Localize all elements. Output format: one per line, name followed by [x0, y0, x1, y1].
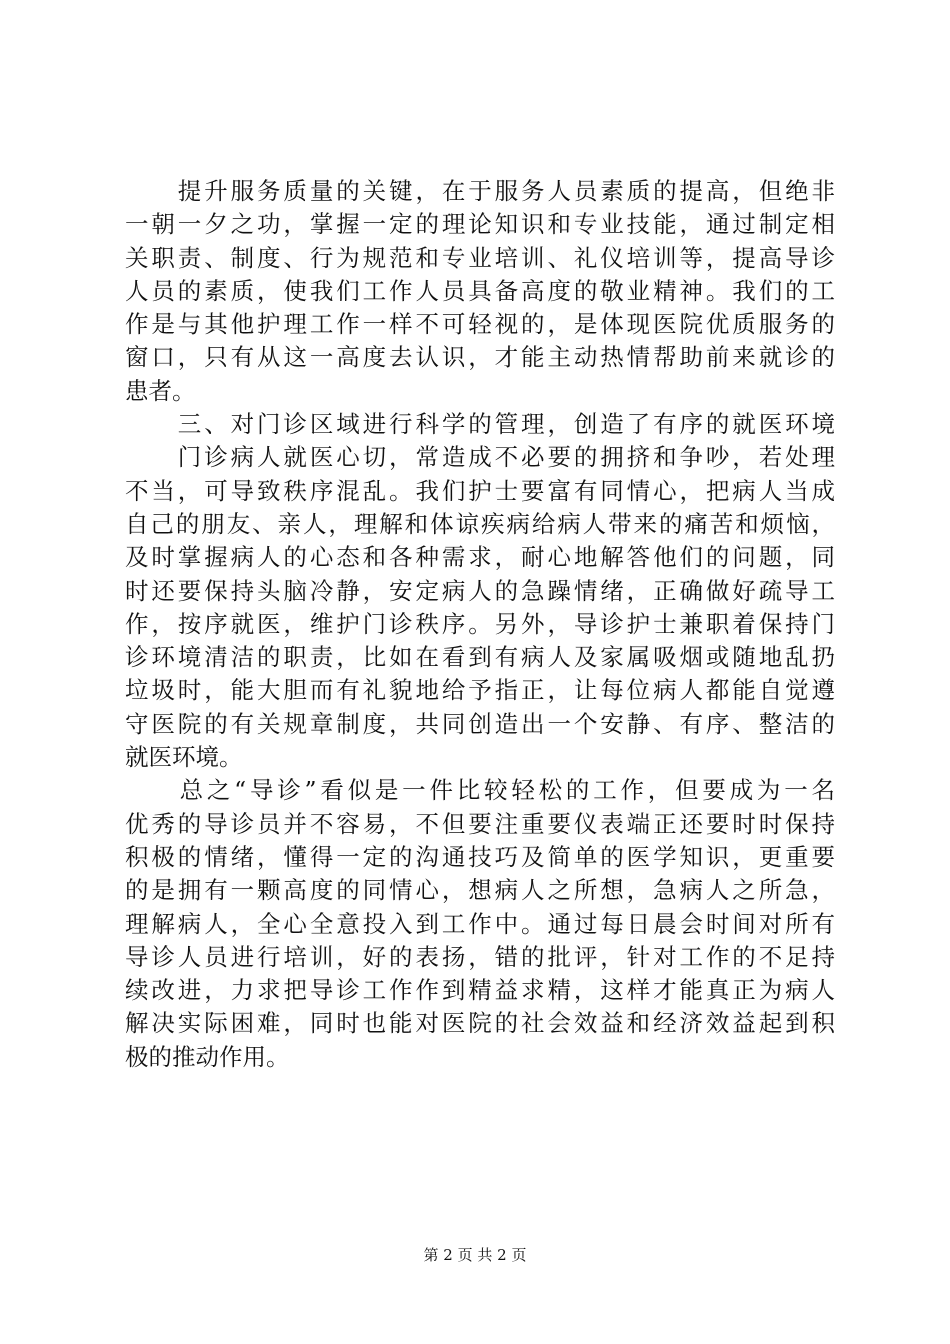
text-line: 优秀的导诊员并不容易，不但要注重要仪表端正还要时时保持: [125, 809, 835, 838]
text-line: 总之“导诊”看似是一件比较轻松的工作，但要成为一名: [125, 776, 835, 805]
text-line: 续改进，力求把导诊工作作到精益求精，这样才能真正为病人: [125, 976, 835, 1005]
text-line: 门诊病人就医心切，常造成不必要的拥挤和争吵，若处理: [125, 443, 835, 472]
text-line: 自己的朋友、亲人，理解和体谅疾病给病人带来的痛苦和烦恼，: [125, 509, 835, 538]
text-line: 患者。: [125, 376, 196, 405]
text-line: 提升服务质量的关键，在于服务人员素质的提高，但绝非: [125, 177, 835, 205]
text-line: 时还要保持头脑冷静，安定病人的急躁情绪，正确做好疏导工: [125, 576, 835, 605]
text-line: 不当，可导致秩序混乱。我们护士要富有同情心，把病人当成: [125, 476, 835, 505]
section-heading: 三、对门诊区域进行科学的管理，创造了有序的就医环境: [125, 410, 835, 439]
text-line: 理解病人，全心全意投入到工作中。通过每日晨会时间对所有: [125, 909, 835, 938]
text-line: 守医院的有关规章制度，共同创造出一个安静、有序、整洁的: [125, 709, 835, 738]
text-line: 导诊人员进行培训，好的表扬，错的批评，针对工作的不足持: [125, 942, 835, 971]
text-line: 关职责、制度、行为规范和专业培训、礼仪培训等，提高导诊: [125, 243, 835, 272]
text-line: 垃圾时，能大胆而有礼貌地给予指正，让每位病人都能自觉遵: [125, 676, 835, 705]
text-line: 一朝一夕之功，掌握一定的理论知识和专业技能，通过制定相: [125, 210, 835, 239]
text-line: 及时掌握病人的心态和各种需求，耐心地解答他们的问题，同: [125, 543, 835, 572]
text-line: 极的推动作用。: [125, 1042, 290, 1071]
page-number-footer: 第 2 页 共 2 页: [423, 1246, 527, 1264]
document-body: [125, 175, 835, 1074]
text-line: 窗口，只有从这一高度去认识，才能主动热情帮助前来就诊的: [125, 343, 835, 372]
text-line: 的是拥有一颗高度的同情心，想病人之所想，急病人之所急，: [125, 876, 835, 905]
text-line: 人员的素质，使我们工作人员具备高度的敬业精神。我们的工: [125, 276, 835, 305]
text-line: 诊环境清洁的职责，比如在看到有病人及家属吸烟或随地乱扔: [125, 643, 835, 672]
text-line: 解决实际困难，同时也能对医院的社会效益和经济效益起到积: [125, 1009, 835, 1038]
text-line: 积极的情绪，懂得一定的沟通技巧及简单的医学知识，更重要: [125, 842, 835, 871]
text-line: 作是与其他护理工作一样不可轻视的，是体现医院优质服务的: [125, 310, 835, 339]
text-line: 就医环境。: [125, 743, 243, 772]
text-line: 作，按序就医，维护门诊秩序。另外，导诊护士兼职着保持门: [125, 609, 835, 638]
